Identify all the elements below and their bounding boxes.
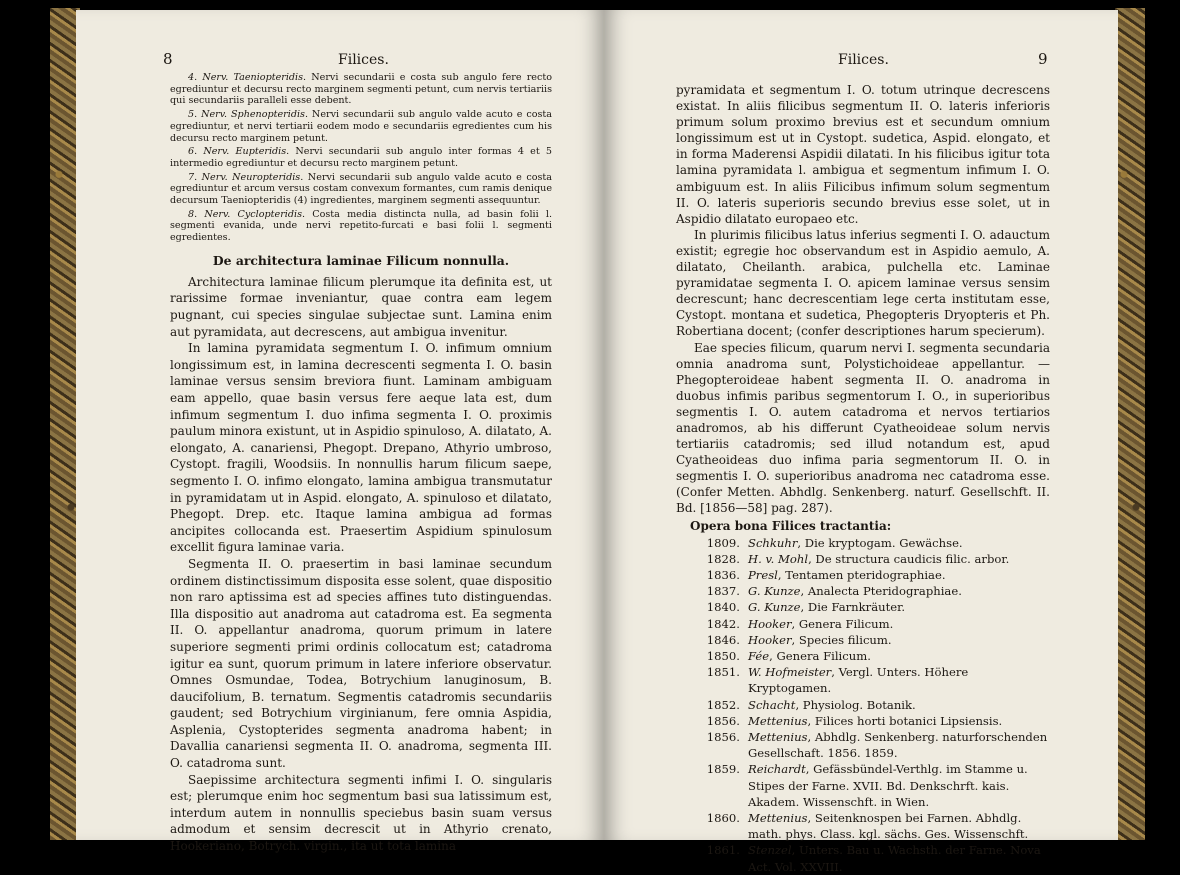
right-page-number: 9 bbox=[1038, 50, 1048, 68]
bibliography-entry: 1860. Mettenius, Seitenknospen bei Farnen. Abhdlg. math. phys. Class. kgl. sächs. Ges. Wissenschft. bbox=[706, 810, 1029, 842]
paragraph: Segmenta II. O. praesertim in basi laminae secundum ordinem distinctissimum disposita esse solent, quae dispositio non raro aptissima est ad species affines tuto distinguendas. Illa dispositio aut anadroma aut catadroma est. Ea segmenta II. O. appellantur anadroma, quorum primum in latere superiore segmenti primi ordinis collocatum est; catadroma igitur ea sunt, quorum primum in latere inferiore observatur. Omnes Osmundae, Todea, Botrychium lanuginosum, B. daucifolium, B. ternatum. Segmentis catadromis secundariis gaudent; sed Botrychium virginianum, fere omnia Aspidia, Asplenia, Cystopterides segmenta anadroma habent; in Davallia canariensi segmenta II. O. anadroma, segmenta III. O. catadroma sunt. bbox=[170, 556, 552, 771]
left-text-column bbox=[170, 72, 552, 855]
bibliography-entry: 1851. W. Hofmeister, Vergl. Unters. Höhere Kryptogamen. bbox=[706, 665, 969, 696]
bibliography-entry: 1861. Stenzel, Unters. Bau u. Wachsth. der Farne. Nova Act. Vol. XXVIII. bbox=[706, 843, 1041, 874]
footnotes bbox=[170, 72, 552, 244]
paragraph: In lamina pyramidata segmentum I. O. infimum omnium longissimum est, in lamina decrescenti segmenta I. O. basin laminae versus sensim breviora fiunt. Laminam ambiguam eam appello, quae basin versus fere aeque lata est, dum infimum segmentum I. duo infima segmenta I. O. proximis paulum minora existunt, ut in Aspidio spinuloso, A. dilatato, A. elongato, A. canariensi, Phegopt. Drepano, Athyrio umbroso, Cystopt. fragili, Woodsiis. In nonnullis harum filicum saepe, segmento I. O. infimo elongato, lamina ambigua transmutatur in pyramidatam ut in Aspid. elongato, A. spinuloso et dilatato, Phegopt. Drep. etc. Itaque lamina ambigua ad formas ancipites collocanda est. Praesertim Aspidium spinulosum excellit figura laminae varia. bbox=[170, 341, 552, 555]
right-text-column bbox=[676, 82, 1050, 875]
paragraph: In plurimis filicibus latus inferius segmenti I. O. adauctum existit; egregie hoc observandum est in Aspidio aemulo, A. dilatato, Cheilanth. arabica, pulchella etc. Laminae pyramidatae segmenta I. O. apicem laminae versus sensim decrescunt; hanc decrescentiam lege certa institutam esse, Cystopt. montana et sudetica, Phegopteris Dryopteris et Ph. Robertiana docent; (confer descriptiones harum specierum). bbox=[676, 227, 1050, 339]
section-heading: De architectura laminae Filicum nonnulla. bbox=[212, 252, 510, 268]
bibliography-entry: 1846. Hooker, Species filicum. bbox=[706, 632, 892, 647]
marbled-edge-right bbox=[1115, 8, 1145, 840]
bibliography-list bbox=[676, 535, 1050, 875]
bibliography-heading: Opera bona Filices tractantia: bbox=[690, 518, 892, 533]
bibliography-entry: 1859. Reichardt, Gefässbündel-Verthlg. im Stamme u. Stipes der Farne. XVII. Bd. Denkschrft. kais. Akadem. Wissenschft. in Wien. bbox=[706, 762, 1028, 809]
bibliography-entry: 1836. Presl, Tentamen pteridographiae. bbox=[706, 567, 946, 582]
footnote: 7. Nerv. Neuropteridis. Nervi secundarii sub angulo valde acuto e costa egrediuntur et arcum versus costam convexum formantes, cum ramis denique decursum Taeniopteridis (4) ingredientes, marginem segmenti assequuntur. bbox=[170, 171, 552, 207]
footnote: 8. Nerv. Cyclopteridis. Costa media distincta nulla, ad basin folii l. segmenti evanida, unde nervi repetito-furcati e basi folii l. segmenti egredientes. bbox=[170, 208, 552, 244]
paragraph: Architectura laminae filicum plerumque ita definita est, ut rarissime formae inveniantur, quae contra eam legem pugnant, cui species singulae subjectae sunt. Lamina enim aut pyramidata, aut decrescens, aut ambigua invenitur. bbox=[170, 274, 552, 339]
bibliography-entry: 1828. H. v. Mohl, De structura caudicis filic. arbor. bbox=[706, 551, 1010, 566]
bibliography-entry: 1850. Fée, Genera Filicum. bbox=[706, 648, 871, 663]
bibliography-entry: 1840. G. Kunze, Die Farnkräuter. bbox=[706, 600, 906, 615]
bibliography-entry: 1852. Schacht, Physiolog. Botanik. bbox=[706, 697, 916, 712]
footnote: 5. Nerv. Sphenopteridis. Nervi secundarii sub angulo valde acuto e costa egrediuntur, et nervi tertiarii eodem modo e secundariis egredientes cum his decursu recto marginem petunt. bbox=[170, 109, 552, 144]
footnote: 4. Nerv. Taeniopteridis. Nervi secundarii e costa sub angulo fere recto egrediuntur et decursu recto marginem segmenti petunt, cum nervis tertiariis qui secundariis paralleli esse debent. bbox=[170, 72, 552, 107]
right-running-head: Filices. bbox=[838, 52, 889, 68]
bibliography-entry: 1856. Mettenius, Abhdlg. Senkenberg. naturforschenden Gesellschaft. 1856. 1859. bbox=[706, 729, 1048, 761]
paragraph: pyramidata et segmentum I. O. totum utrinque decrescens existat. In aliis filicibus segmentum II. O. lateris inferioris primum solum proximo brevius est et secundum omnium longissimum est ut in Cystopt. sudetica, Aspid. elongato, et in forma Maderensi Aspidii dilatati. In his filicibus igitur tota lamina pyramidata l. ambigua et segmentum infimum I. O. ambiguum est. In aliis Filicibus infimum solum segmentum II. O. lateris superioris secundo brevius esse solet, ut in Aspidio dilatato europaeo etc. bbox=[676, 83, 1050, 226]
left-running-head: Filices. bbox=[338, 52, 389, 68]
bibliography-entry: 1856. Mettenius, Filices horti botanici Lipsiensis. bbox=[706, 713, 1003, 728]
bibliography-entry: 1809. Schkuhr, Die kryptogam. Gewächse. bbox=[706, 535, 963, 550]
paragraph: Saepissime architectura segmenti infimi I. O. singularis est; plerumque enim hoc segmentum basi sua latissimum est, interdum autem in nonnullis speciebus basin suam versus admodum et sensim decrescit ut in Athyrio crenato, Hookeriano, Botrych. virgin., ita ut tota lamina bbox=[170, 772, 552, 854]
paragraph: Eae species filicum, quarum nervi I. segmenta secundaria omnia anadroma sunt, Polystichoideae appellantur. — Phegopteroideae habent segmenta II. O. anadroma in duobus infimis paribus segmentorum I. O., in superioribus segmentis I. O. autem catadroma et nervos tertiarios anadromos, ab his differunt Cyatheoideae solum nervis tertiariis catadromis; sed illud notandum est, apud Cyatheoideas duo infima paria segmentorum II. O. in segmentis I. O. superioribus anadroma nec catadroma esse. (Confer Metten. Abhdlg. Senkenberg. naturf. Gesellschft. II. Bd. [1856—58] pag. 287). bbox=[676, 340, 1050, 516]
left-page-number: 8 bbox=[163, 50, 173, 68]
bibliography-entry: 1837. G. Kunze, Analecta Pteridographiae. bbox=[706, 584, 962, 599]
footnote: 6. Nerv. Eupteridis. Nervi secundarii sub angulo inter formas 4 et 5 intermedio egrediuntur et decursu recto marginem petunt. bbox=[170, 146, 553, 169]
bibliography-entry: 1842. Hooker, Genera Filicum. bbox=[706, 616, 894, 631]
